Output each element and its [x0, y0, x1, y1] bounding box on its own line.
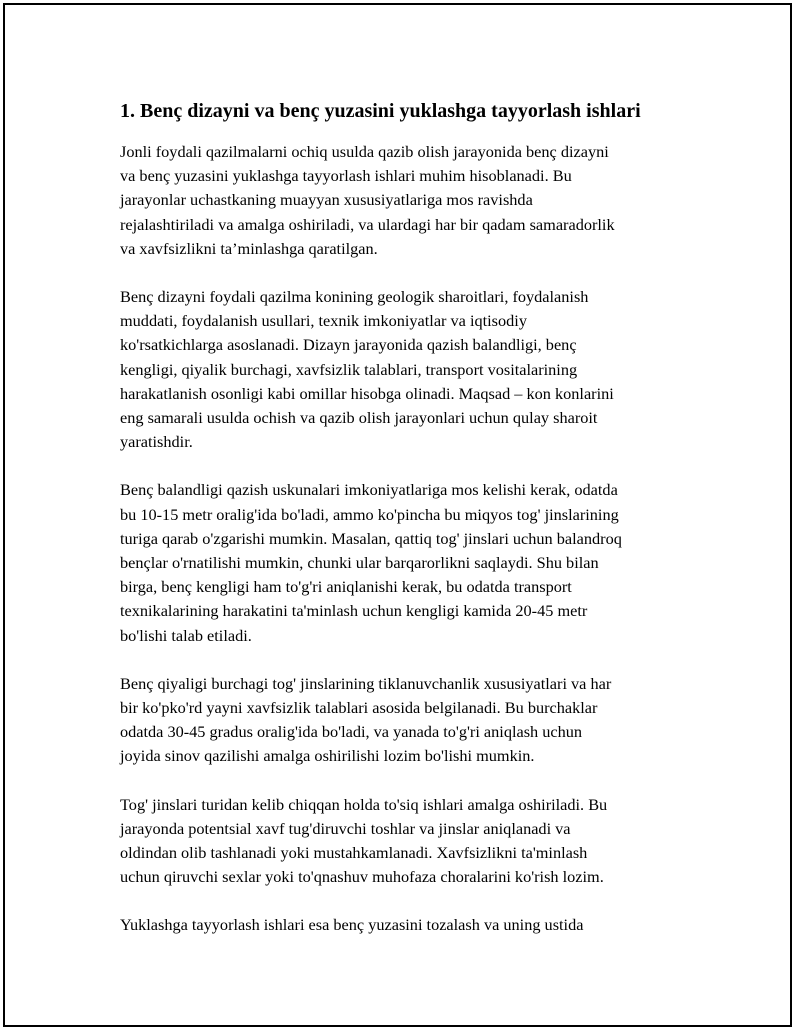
text-line: bençlar o'rnatilishi mumkin, chunki ular barqarorlikni saqlaydi. Shu bilan: [120, 553, 599, 573]
page-frame: [3, 3, 792, 1027]
text-line: Benç dizayni foydali qazilma konining geologik sharoitlari, foydalanish: [120, 287, 589, 307]
text-line: rejalashtiriladi va amalga oshiriladi, va ulardagi har bir qadam samaradorlik: [120, 214, 615, 234]
text-line: texnikalarining harakatini ta'minlash uchun kengligi kamida 20-45 metr: [120, 601, 588, 621]
paragraph-6: [120, 913, 700, 937]
text-line: Jonli foydali qazilmalarni ochiq usulda qazib olish jarayonida benç dizayni: [120, 142, 609, 161]
text-line: Benç qiyaligi burchagi tog' jinslarining tiklanuvchanlik xususiyatlari va har: [120, 673, 612, 693]
paragraph-4: [120, 672, 700, 769]
text-line: bu 10-15 metr oralig'ida bo'ladi, ammo ko'pincha bu miqyos tog' jinslarining: [120, 504, 619, 524]
text-line: va xavfsizlikni ta’minlashga qaratilgan.: [120, 238, 378, 258]
section-heading: 1. Benç dizayni va benç yuzasini yuklashga tayyorlash ishlari: [120, 100, 641, 122]
text-line: joyida sinov qazilishi amalga oshirilishi lozim bo'lishi mumkin.: [120, 746, 535, 766]
text-line: yaratishdir.: [120, 432, 193, 452]
text-line: kengligi, qiyalik burchagi, xavfsizlik talablari, transport vositalarining: [120, 359, 578, 379]
text-line: va benç yuzasini yuklashga tayyorlash ishlari muhim hisoblanadi. Bu: [120, 166, 572, 186]
text-line: jarayonda potentsial xavf tug'diruvchi toshlar va jinslar aniqlanadi va: [120, 818, 571, 838]
paragraph-1: [120, 140, 700, 261]
paragraph-3: [120, 478, 700, 647]
text-line: harakatlanish osonligi kabi omillar hisobga olinadi. Maqsad – kon konlarini: [120, 383, 614, 403]
text-line: odatda 30-45 gradus oralig'ida bo'ladi, va yanada to'g'ri aniqlash uchun: [120, 722, 583, 742]
text-line: Benç balandligi qazish uskunalari imkoniyatlariga mos kelishi kerak, odatda: [120, 480, 618, 500]
text-line: oldindan olib tashlanadi yoki mustahkamlanadi. Xavfsizlikni ta'minlash: [120, 843, 588, 863]
text-line: Tog' jinslari turidan kelib chiqqan holda to'siq ishlari amalga oshiriladi. Bu: [120, 794, 608, 814]
text-line: eng samarali usulda ochish va qazib olish jarayonlari uchun qulay sharoit: [120, 408, 598, 428]
text-line: muddati, foydalanish usullari, texnik imkoniyatlar va iqtisodiy: [120, 311, 527, 331]
text-line: bir ko'pko'rd yayni xavfsizlik talablari asosida belgilanadi. Bu burchaklar: [120, 698, 598, 718]
text-line: Yuklashga tayyorlash ishlari esa benç yuzasini tozalash va uning ustida: [120, 915, 584, 935]
text-line: turiga qarab o'zgarishi mumkin. Masalan, qattiq tog' jinslari uchun balandroq: [120, 528, 622, 548]
text-line: birga, benç kengligi ham to'g'ri aniqlanishi kerak, bu odatda transport: [120, 577, 572, 597]
text-line: ko'rsatkichlarga asoslanadi. Dizayn jarayonida qazish balandligi, benç: [120, 335, 577, 355]
paragraph-5: [120, 793, 700, 890]
text-line: bo'lishi talab etiladi.: [120, 625, 252, 645]
text-line: jarayonlar uchastkaning muayyan xususiyatlariga mos ravishda: [120, 190, 533, 210]
text-line: uchun qiruvchi sexlar yoki to'qnashuv muhofaza choralarini ko'rish lozim.: [120, 867, 604, 887]
paragraph-2: [120, 285, 700, 454]
document-body: [120, 97, 700, 962]
